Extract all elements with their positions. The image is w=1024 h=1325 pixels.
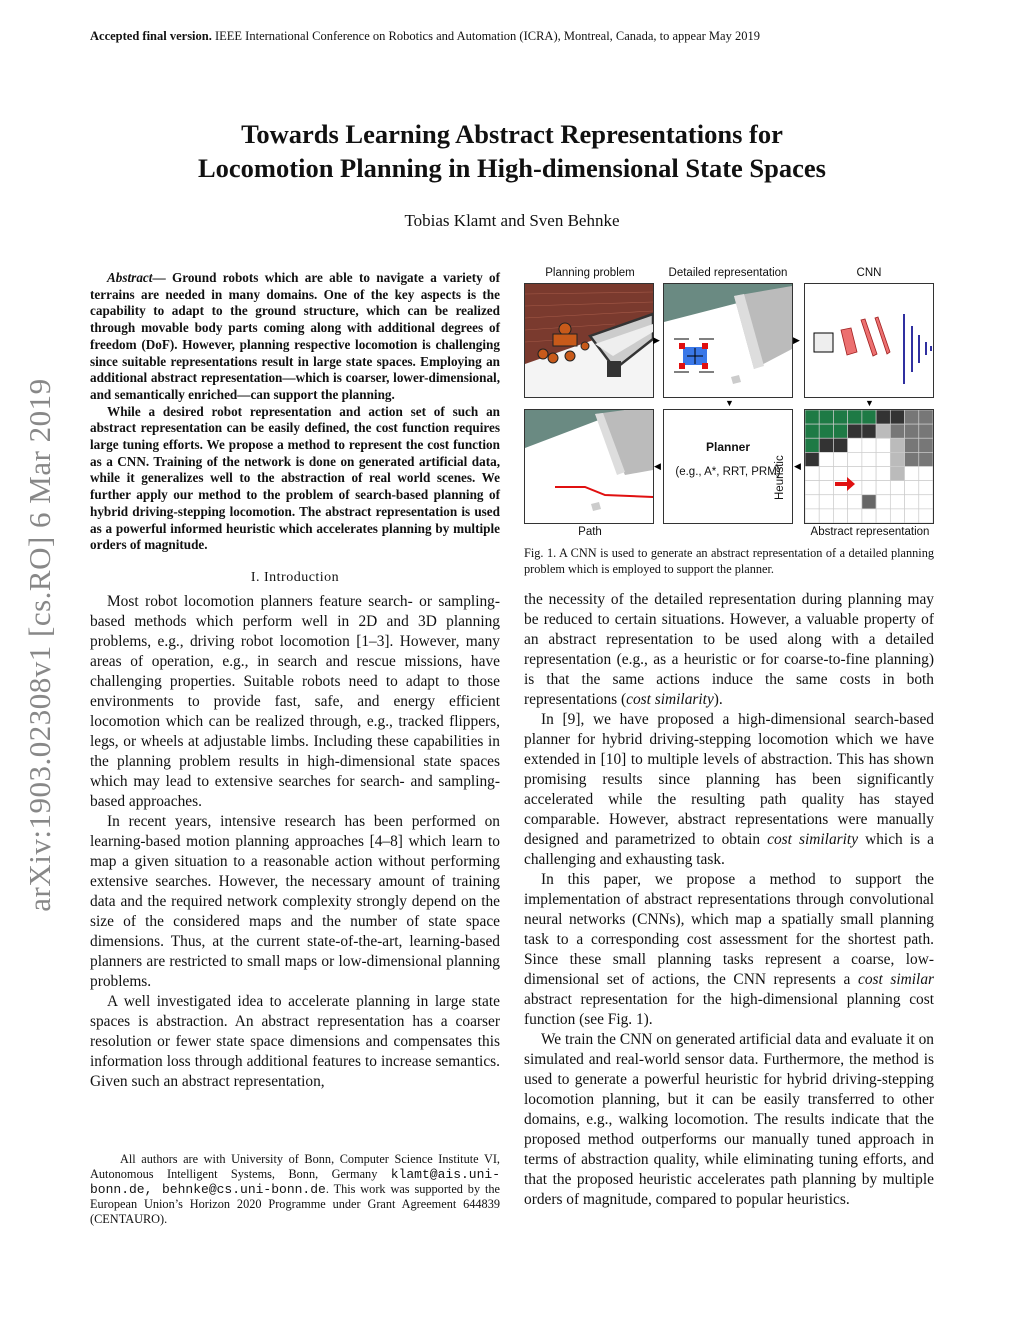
- emphasis: cost similarity: [626, 691, 714, 708]
- grid-cell: [905, 438, 919, 452]
- grid-cell: [876, 467, 890, 481]
- grid-cell: [848, 410, 862, 424]
- grid-cell: [848, 509, 862, 523]
- paper-title: [100, 117, 924, 185]
- grid-cell: [862, 495, 876, 509]
- section-heading: I. Introduction: [250, 569, 340, 585]
- grid-cell: [862, 467, 876, 481]
- arxiv-stamp: arXiv:1903.02308v1 [cs.RO] 6 Mar 2019: [22, 378, 57, 912]
- grid-cell: [833, 410, 847, 424]
- title-line: Towards Learning Abstract Representations for: [241, 119, 783, 149]
- text: ).: [713, 691, 723, 708]
- figure-caption: Fig. 1. A CNN is used to generate an abstract representation of a detailed planning problem which is employed to support the planner.: [524, 546, 934, 576]
- grid-cell: [890, 495, 904, 509]
- left-column: [90, 270, 500, 1092]
- grid-cell: [833, 509, 847, 523]
- paragraph: A well investigated idea to accelerate planning in large state spaces is abstraction. An abstract representation has a coarser resolution or fewer state space dimensions and compensates this information loss through additional features to increase semantics. Given such an abstract representation,: [90, 992, 500, 1090]
- grid-cell: [848, 424, 862, 438]
- abstract-grid-illustration: [805, 410, 933, 523]
- grid-cell: [805, 509, 819, 523]
- arrow-left-icon: ◀: [794, 461, 801, 471]
- grid-cell: [819, 481, 833, 495]
- grid-cell: [905, 424, 919, 438]
- grid-cell: [833, 424, 847, 438]
- grid-cell: [876, 481, 890, 495]
- paragraph: We train the CNN on generated artificial data and evaluate it on simulated and real-world sensor data. Furthermore, the method is used to generate a powerful heuristic for hybrid driving-stepping locomotion planning, but it can be easily transferred to other domains, e.g., walking locomotion. The results indicate that the proposed method outperforms our manually tuned approach in terms of abstraction quality, while eliminating tuning efforts, and that the proposed heuristic accelerates path planning by multiple orders of magnitude, compared to popular heuristics.: [524, 1031, 934, 1208]
- abstract-text: — Ground robots which are able to navigate a variety of terrains are needed in many domains. One of the key aspects is the capability to adapt to the ground structure, which can be realized through movable body parts coming along with additional degrees of freedom (DoF). However, planning respective locomotion is challenging since suitable representations result in large state spaces. Employing an additional abstract representation—which is coarser, lower-dimensional, and semantically enriched—can support the planning.: [90, 270, 500, 402]
- grid-cell: [919, 495, 933, 509]
- grid-cell: [819, 495, 833, 509]
- path-illustration: [525, 410, 653, 523]
- text: which is a challenging and exhausting task.: [524, 831, 935, 868]
- grid-cell: [919, 467, 933, 481]
- grid-cell: [848, 438, 862, 452]
- grid-cell: [890, 452, 904, 466]
- grid-cell: [919, 509, 933, 523]
- robot-scene-illustration: [525, 284, 653, 397]
- paragraph: [524, 590, 934, 710]
- grid-cell: [848, 467, 862, 481]
- text: In [9], we have proposed a high-dimensional search-based planner for hybrid driving-stepping locomotion which we have extended in [10] to multiple levels of abstraction. This has shown promising results since planning has been significantly accelerated while the resulting path quality has stayed comparable. However, abstract representations were manually designed and parametrized to obtain: [524, 711, 934, 848]
- grid-cell: [905, 452, 919, 466]
- grid-cell: [862, 410, 876, 424]
- author-emails[interactable]: klamt@ais.uni-bonn.de, behnke@cs.uni-bonn.de: [90, 1167, 500, 1197]
- grid-cell: [919, 438, 933, 452]
- grid-cell: [819, 509, 833, 523]
- header-text: IEEE International Conference on Robotics and Automation (ICRA), Montreal, Canada, to appear May 2019: [214, 29, 760, 43]
- grid-cell: [862, 481, 876, 495]
- paragraph: [524, 870, 934, 1030]
- header-bold: Accepted final version.: [90, 29, 212, 43]
- authors: Tobias Klamt and Sven Behnke: [404, 211, 620, 230]
- emphasis: cost similarity: [767, 831, 859, 848]
- arrow-right-icon: ▶: [793, 335, 800, 345]
- detailed-map-illustration: [664, 284, 792, 397]
- grid-cell: [819, 424, 833, 438]
- grid-cell: [819, 452, 833, 466]
- grid-cell: [819, 438, 833, 452]
- grid-cell: [833, 438, 847, 452]
- abstract-representation-grid: [804, 409, 934, 524]
- grid-cell: [833, 467, 847, 481]
- grid-cell: [905, 410, 919, 424]
- grid-cell: [848, 495, 862, 509]
- abstract-p1: [90, 270, 500, 404]
- text: In this paper, we propose a method to support the implementation of abstract representations through convolutional neural networks (CNNs), which map a spatially small planning task to a corresponding cost assessment for the shortest path. Since these small planning tasks represent a coarse, low-dimensional set of actions, the CNN represents a: [524, 871, 934, 988]
- grid-cell: [919, 452, 933, 466]
- grid-cell: [862, 509, 876, 523]
- grid-cell: [876, 509, 890, 523]
- planner-examples: (e.g., A*, RRT, PRM): [675, 466, 781, 478]
- grid-cell: [905, 495, 919, 509]
- paragraph: Most robot locomotion planners feature search- or sampling-based methods which perform well in 2D and 3D planning problems, e.g., driving robot locomotion [1–3]. However, many areas of operation, e.g., in search and rescue missions, have challenging properties. Suitable robots need to adapt to those environments to provide fast, safe, and energy efficient locomotion which can be realized through, e.g., tracked flippers, legs, or wheels at adjustable limbs. Including these capabilities in the planning problem results in high-dimensional state spaces which may lead to extensive searches for search- and sampling-based approaches.: [90, 592, 500, 810]
- right-column: [524, 590, 934, 1210]
- grid-cell: [805, 424, 819, 438]
- text: the necessity of the detailed representation during planning may be reduced to certain situations. However, a valuable property of an abstract representation to be used along with a detailed representation (e.g., as a heuristic or for coarse-to-fine planning) is that the same actions induce the same costs in both representations (: [524, 591, 934, 708]
- cnn-layers-illustration: [805, 284, 933, 397]
- grid-cell: [876, 495, 890, 509]
- grid-cell: [919, 410, 933, 424]
- abstract-label: Abstract: [107, 270, 153, 285]
- footnote-text: All authors are with University of Bonn, Computer Science Institute VI, Autonomous Intelligent Systems, Bonn, Germany: [90, 1152, 500, 1181]
- grid-cell: [805, 410, 819, 424]
- grid-cell: [876, 410, 890, 424]
- arrow-left-icon: ◀: [654, 461, 661, 471]
- grid-cell: [848, 452, 862, 466]
- grid-cell: [905, 509, 919, 523]
- grid-cell: [876, 424, 890, 438]
- label-detailed-representation: Detailed representation: [668, 267, 788, 279]
- cnn-diagram: [804, 283, 934, 398]
- grid-cell: [805, 495, 819, 509]
- planning-problem-image: [524, 283, 654, 398]
- footnote: [90, 1152, 500, 1227]
- grid-cell: [905, 481, 919, 495]
- grid-cell: [819, 467, 833, 481]
- heuristic-label: Heuristic: [774, 455, 786, 500]
- grid-cell: [876, 452, 890, 466]
- label-abstract-representation: Abstract representation: [810, 526, 930, 538]
- grid-cell: [805, 467, 819, 481]
- paragraph: In recent years, intensive research has been performed on learning-based motion planning approaches [4–8] which learn to map a given situation to a reasonable action without performing extensive searches. However, the necessary amount of training data and the required network complexity strongly depend on the size of the considered maps and the number of state space dimensions. Thus, at the current state-of-the-art, learning-based planners are restricted to small maps or low-dimensional planning problems.: [90, 812, 500, 990]
- footnote-text: . This work was supported by the European Union’s Horizon 2020 Programme under Grant Agreement 644839 (CENTAURO).: [90, 1182, 500, 1226]
- conference-header: [90, 29, 760, 44]
- grid-cell: [919, 424, 933, 438]
- grid-cell: [805, 438, 819, 452]
- arrow-down-icon: ▼: [725, 398, 734, 408]
- label-path: Path: [578, 526, 602, 538]
- grid-cell: [805, 452, 819, 466]
- path-image: [524, 409, 654, 524]
- abstract-p2: While a desired robot representation and action set of such an abstract representation can be easily defined, the cost function requires large tuning efforts. We propose a method to represent the cost function as a CNN. Training of the network is done on generated artificial data, while it generalizes well to the abstraction of real world scenes. We further apply our method to the problem of search-based planning of hybrid driving-stepping locomotion. The abstract representation is used as a powerful informed heuristic which accelerates planning by multiple orders of magnitude.: [90, 403, 500, 553]
- grid-cell: [890, 424, 904, 438]
- label-planning-problem: Planning problem: [545, 267, 635, 279]
- grid-cell: [905, 467, 919, 481]
- grid-cell: [876, 438, 890, 452]
- grid-cell: [833, 452, 847, 466]
- grid-cell: [805, 481, 819, 495]
- arrow-down-icon: ▼: [865, 398, 874, 408]
- grid-cell: [919, 481, 933, 495]
- grid-cell: [890, 438, 904, 452]
- grid-cell: [890, 481, 904, 495]
- title-line: Locomotion Planning in High-dimensional State Spaces: [198, 153, 826, 183]
- grid-cell: [819, 410, 833, 424]
- grid-cell: [890, 467, 904, 481]
- grid-cell: [862, 452, 876, 466]
- text: abstract representation for the high-dimensional planning cost function (see Fig. 1).: [524, 991, 934, 1028]
- grid-cell: [890, 410, 904, 424]
- emphasis: cost similar: [857, 971, 935, 988]
- grid-cell: [890, 509, 904, 523]
- grid-cell: [862, 438, 876, 452]
- grid-cell: [833, 495, 847, 509]
- paragraph: [524, 710, 934, 870]
- arrow-right-icon: ▶: [653, 335, 660, 345]
- grid-cell: [862, 424, 876, 438]
- label-cnn: CNN: [856, 267, 882, 279]
- detailed-representation-image: [663, 283, 793, 398]
- planner-label: Planner: [705, 440, 750, 454]
